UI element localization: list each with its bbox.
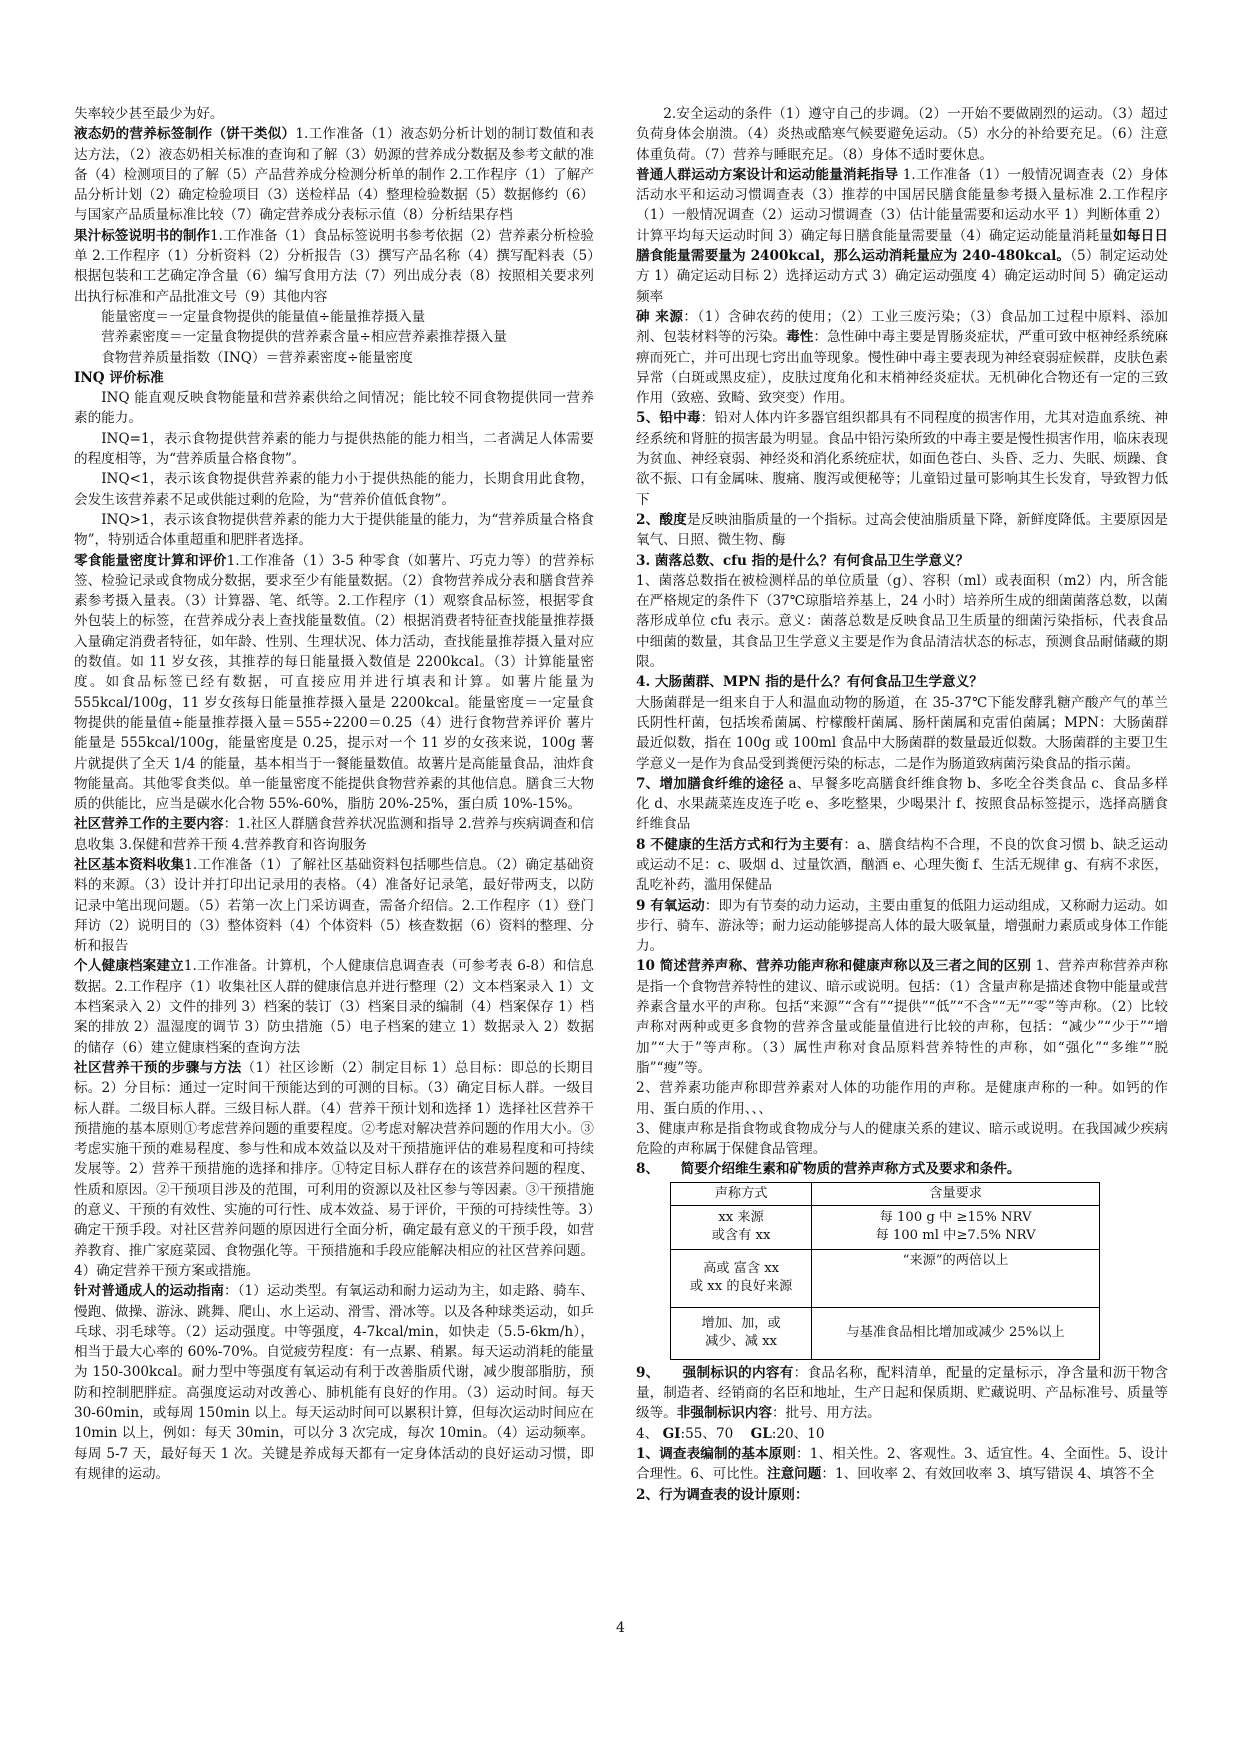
nutrient-claim-table [670,1182,1100,1360]
formula-inq: 食物营养质量指数（INQ）＝营养素密度÷能量密度 [101,349,413,366]
section-heading: 社区营养工作的主要内容 [74,816,224,833]
paragraph-mpn: 大肠菌群是一组来自于人和温血动物的肠道，在 35-37℃下能发酵乳糖产酸产气的革兰氏阴性杆菌，包括埃希菌属、柠檬酸杆菌属、肠杆菌属和克雷伯菌属；MPN：大肠菌群最近似数，指在 100g 或 100ml 食品中大肠菌群的数量最近似数。大肠菌群的主要卫生学意义一是作为食品受到粪便污染的标志，二是作为肠道致病菌污染食品的指示菌。 [636,694,1168,772]
paragraph-community-data: 社区基本资料收集1.工作准备（1）了解社区基础资料包括哪些信息。（2）确定基础资料的来源。（3）设计并打印出记录用的表格。（4）准备好记录笔，最好带两支，以防记录中笔出现问题。（5）若第一次上门采访调查，需备介绍信。2.工作程序（1）登门拜访（2）说明目的（3）整体资料（4）个体资料（5）核查数据（6）资料的整理、分析和报告 [74,856,595,955]
paragraph-function-claim: 2、营养素功能声称即营养素对人体的功能作用的声称。是健康声称的一种。如钙的作用、蛋白质的作用、、、 [636,1080,1168,1117]
paragraph-fiber: 7、增加膳食纤维的途径 a、早餐多吃高膳食纤维食物 b、多吃全谷类食品 c、食品多样化 d、水果蔬菜连皮连子吃 e、多吃整果，少喝果汁 f、按照食品标签提示，选择高膳食纤维食品 [636,775,1168,833]
section-heading: 社区基本资料收集 [74,856,185,873]
question-heading-mpn: 4. 大肠菌群、MPN 指的是什么？有何食品卫生学意义？ [636,674,983,691]
paragraph-lead: 5、铅中毒：铅对人体内许多器官组织都具有不同程度的损害作用，尤其对造血系统、神经系统和肾脏的损害最为明显。食品中铅污染所致的中毒主要是慢性损害作用，临床表现为贫血、神经衰弱、神经炎和消化系统症状，如面色苍白、头昏、乏力、失眠、烦躁、食欲不振、口有金属味、腹痛、腹泻或便秘等；儿童铅过量可影响其生长发育，导致智力低下 [636,410,1168,508]
table-header-cell: 含量要求 [812,1182,1100,1205]
table-cell: “来源”的两倍以上 [812,1249,1100,1307]
section-heading: 强制标识的内容有 [682,1364,794,1381]
section-heading: 1、调查表编制的基本原则 [636,1445,797,1462]
question-heading-cfu: 3. 菌落总数、cfu 指的是什么？有何食品卫生学意义？ [636,552,970,569]
left-column [74,104,594,1484]
table-cell: 与基准食品相比增加或减少 25%以上 [812,1307,1100,1359]
paragraph-health-record: 个人健康档案建立1.工作准备。计算机，个人健康信息调查表（可参考表 6-8）和信息数据。2.工作程序（1）收集社区人群的健康信息并进行整理（2）文本档案录入 1）文本档案录入 2）文件的排列 3）档案的装订（3）档案目录的编制（4）档案保存 1）档案的排放 2）温湿度的调节 3）防虫措施（5）电子档案的建立 1）数据录入 2）数据的储存（6）建立健康档案的查询方法 [74,958,594,1056]
section-heading: 砷 来源 [636,308,684,325]
paragraph-inq-3: INQ<1，表示该食物提供营养素的能力小于提供热能的能力，长期食用此食物，会发生该营养素不足或供能过剩的危险，为“营养价值低食物”。 [74,471,594,508]
section-heading: 社区营养干预的步骤与方法 [74,1059,242,1076]
paragraph-claims: 10 简述营养声称、营养功能声称和健康声称以及三者之间的区别 1、营养声称营养声称是指一个食物营养特性的建议、暗示或说明。包括：（1）含量声称是描述食物中能量或营养素含量水平的声称。包括“来源”“含有”“提供”“低”“不含”“无”“零”等声称。（2）比较声称对两种或更多食物的营养含量或能量值进行比较的声称，包括：“减少”“少于”“增加”“大于”等声称。（3）属性声称对食品原料营养特性的声称，如“强化”“多维”“脱脂”“瘦”等。 [636,958,1169,1076]
section-heading: 7、增加膳食纤维的途径 [636,775,784,792]
table-row [671,1205,1100,1249]
section-heading: 液态奶的营养标签制作（饼干类似） [74,126,296,143]
section-heading: 零食能量密度计算和评价 [74,552,227,569]
paragraph-exercise-guide: 针对普通成人的运动指南：（1）运动类型。有氧运动和耐力运动为主，如走路、骑车、慢跑、做操、游泳、跳舞、爬山、水上运动、滑雪、滑冰等。以及各种球类运动，如乒乓球、羽毛球等。（2）运动强度。中等强度，4-7kcal/min，如快走（5.5-6km/h），相当于最大心率的 60%-70%。自觉疲劳程度：有一点累、稍累。每天运动消耗的能量为 150-300kcal。耐力型中等强度有氧运动有利于改善脂质代谢，减少腹部脂肪，预防和控制肥胖症。高强度运动对改善心、肺机能有良好的作用。（3）运动时间。每天 30-60min，或每周 150min 以上。每天运动时间可以累积计算，但每次运动时间应在 10min 以上，例如：每天 30min，可以分 3 次完成，每次 10min。（4）运动频率。每周 5-7 天，最好每天 1 次。关键是养成每天都有一定身体活动的良好运动习惯，即有规律的运动。 [74,1283,594,1482]
paragraph-unhealthy: 8 不健康的生活方式和行为主要有：a、膳食结构不合理，不良的饮食习惯 b、缺乏运动或运动不足：c、吸烟 d、过量饮酒，酗酒 e、心理失衡 f、生活无规律 g、有病不求医，乱吃补药，滥用保健品 [636,836,1168,894]
section-heading: 9 有氧运动 [636,897,705,914]
paragraph-cfu: 1、菌落总数指在被检测样品的单位质量（g）、容积（ml）或表面积（m2）内，所含能在严格规定的条件下（37℃琼脂培养基上，24 小时）培养所生成的细菌菌落总数，以菌落形成单位 cfu 表示。意义：菌落总数是反映食品卫生质量的细菌污染指标，代表食品中细菌的数量，其食品卫生学意义主要是作为食品清洁状态的标志，预测食品耐储藏的期限。 [636,572,1168,671]
formula-energy-density: 能量密度＝一定量食物提供的能量值÷能量推荐摄入量 [101,308,426,325]
table-cell: 高或 富含 xx 或 xx 的良好来源 [671,1249,812,1307]
inq-heading: INQ 评价标准 [74,369,164,386]
paragraph-health-claim: 3、健康声称是指食物或食物成分与人的健康关系的建议、暗示或说明。在我国减少疾病危险的声称属于保健食品管理。 [636,1120,1168,1158]
paragraph-behavior-survey: 2、行为调查表的设计原则： [636,1486,809,1503]
section-heading: 8 不健康的生活方式和行为主要有 [636,836,844,853]
paragraph-juice-label: 果汁标签说明书的制作1.工作准备（1）食品标签说明书参考依据（2）营养素分析检验单 2.工作程序（1）分析资料（2）分析报告（3）撰写产品名称（4）撰写配料表（5）根据包装和工艺确定净含量（6）编写食用方法（7）列出成分表（8）按照相关要求列出执行标准和产品批准文号（9）其他内容 [74,227,594,305]
paragraph-exercise-plan: 普通人群运动方案设计和运动能量消耗指导 1.工作准备（1）一般情况调查表（2）身体活动水平和运动习惯调查表（3）推荐的中国居民膳食能量参考摄入量标准 2.工作程序（1）一般情况调查（2）运动习惯调查（3）估计能量需要和运动水平 1）判断体重 2）计算平均每天运动时间 3）确定每日膳食能量需要量（4）确定运动能量消耗量如每日日膳食能量需要量为 2400kcal，那么运动消耗量应为 240-480kcal。（5）制定运动处方 1）确定运动目标 2）选择运动方式 3）确定运动强度 4）确定运动时间 5）确定运动频率 [636,166,1169,305]
page-number: 4 [616,1620,625,1636]
formula-nutrient-density: 营养素密度＝一定量食物提供的营养素含量÷相应营养素推荐摄入量 [101,329,507,346]
table-cell: 增加、加，或 减少、减 xx [671,1307,812,1359]
table-cell: xx 来源 或含有 xx [671,1205,812,1249]
section-heading: 针对普通成人的运动指南 [74,1283,224,1300]
paragraph-liquid-milk-label: 液态奶的营养标签制作（饼干类似）1.工作准备（1）液态奶分析计划的制订数值和表达方法，（2）液态奶相关标准的查询和了解（3）奶源的营养成分数据及参考文献的准备（4）检测项目的了解（5）产品营养成分检测分析单的制作 2.工作程序（1）了解产品分析计划（2）确定检验项目（3）送检样品（4）整理检验数据（5）数据修约（6）与国家产品质量标准比较（7）确定营养成分表标示值（8）分析结果存档 [74,126,594,224]
paragraph-snack-energy: 零食能量密度计算和评价1.工作准备（1）3-5 种零食（如薯片、巧克力等）的营养标签、检验记录或食物成分数据，要求至少有能量数据。（2）食物营养成分表和膳食营养素参考摄入量表。（3）计算器、笔、纸等。2.工作程序（1）观察食品标签，根据零食外包装上的标签，在营养成分表上查找能量数值。（2）根据消费者特征查找能量推荐摄入量确定消费者特征，如年龄、性别、生理状况、体力活动，查找能量推荐摄入量对应的数值。如 11 岁女孩，其推荐的每日能量摄入数值是 2200kcal。（3）计算能量密度。如食品标签已经有数据，可直接应用并进行填表和计算。如薯片能量为 555kcal/100g，11 岁女孩每日能量推荐摄入量是 2200kcal。能量密度＝一定量食物提供的能量值÷能量推荐摄入量＝555÷2200＝0.25（4）进行食物营养评价 薯片能量是 555kcal/100g，能量密度是 0.25，提示对一个 11 岁的女孩来说，100g 薯片就提供了全天 1/4 的能量，基本相当于一餐能量数值。故薯片是高能量食品，油炸食物能量高。其他零食类似。单一能量密度不能提供食物营养素的其他信息。膳食三大物质的供能比，应当是碳水化合物 55%-60%，脂肪 20%-25%，蛋白质 10%-15%。 [74,552,594,813]
section-heading: 10 简述营养声称、营养功能声称和健康声称以及三者之间的区别 [636,958,1032,975]
section-heading: 普通人群运动方案设计和运动能量消耗指导 [636,166,899,183]
paragraph: 失率较少甚至最少为好。 [74,106,224,122]
paragraph-aerobic: 9 有氧运动：即为有节奏的动力运动，主要由重复的低阻力运动组成，又称耐力运动。如步行、骑车、游泳等；耐力运动能够提高人体的最大吸氧量，增强耐力素质或身体工作能力。 [636,897,1168,955]
paragraph-safe-exercise: 2.安全运动的条件（1）遵守自己的步调。（2）一开始不要做剧烈的运动。（3）超过负荷身体会崩溃。（4）炎热或酷寒气候要避免运动。（5）水分的补给要充足。（6）注意体重负荷。（7）营养与睡眠充足。（8）身体不适时要休息。 [636,106,1168,163]
paragraph-inq-4: INQ>1，表示该食物提供营养素的能力大于提供能量的能力，为“营养质量合格食物”，特别适合体重超重和肥胖者选择。 [74,511,594,549]
table-heading: 8、 简要介绍维生素和矿物质的营养声称方式及要求和条件。 [636,1161,1021,1178]
paragraph-gi-gl: 4、 GI:55、70 GL:20、10 [636,1425,825,1442]
right-column [636,104,1168,1505]
paragraph-community-intervention: 社区营养干预的步骤与方法（1）社区诊断（2）制定目标 1）总目标：即总的长期目标。2）分目标：通过一定时间干预能达到的可测的目标。（3）确定目标人群。一级目标人群。二级目标人群。三级目标人群。（4）营养干预计划和选择 1）选择社区营养干预措施的基本原则①考虑营养问题的重要程度。②考虑对解决营养问题的作用大小。③考虑实施干预的难易程度、参与性和成本效益以及对干预措施评估的难易程度和可持续发展等。2）营养干预措施的选择和排序。①特定目标人群存在的该营养问题的程度、性质和原因。②干预项目涉及的范围，可利用的资源以及社区参与等因素。③干预措施的意义、干预的有效性、实施的可行性、成本效益、易于评价，干预的可持续性等。3）确定干预手段。对社区营养问题的原因进行全面分析，确定最有意义的干预手段，如营养教育、推广家庭菜园、食物强化等。干预措施和手段应能解决相应的社区营养问题。4）确定营养干预方案或措施。 [74,1059,594,1279]
paragraph-inq-2: INQ=1，表示食物提供营养素的能力与提供热能的能力相当，二者满足人体需要的程度相等，为“营养质量合格食物”。 [74,430,594,468]
paragraph-acidity: 2、酸度是反映油脂质量的一个指标。过高会使油脂质量下降，新鲜度降低。主要原因是氧气、日照、微生物、酶 [636,511,1168,549]
section-heading: 个人健康档案建立 [74,958,184,975]
paragraph-arsenic: 砷 来源：（1）含砷农药的使用；（2）工业三废污染；（3）食品加工过程中原料、添加剂、包装材料等的污染。毒性：急性砷中毒主要是胃肠炎症状，严重可致中枢神经系统麻痹而死亡，并可出现七窍出血等现象。慢性砷中毒主要表现为神经衰弱症候群，皮肤色素异常（白斑或黑皮症），皮肤过度角化和末梢神经炎症状。无机砷化合物还有一定的三致作用（致癌、致畸、致突变）作用。 [636,308,1169,407]
paragraph-inq-1: INQ 能直观反映食物能量和营养素供给之间情况；能比较不同食物提供同一营养素的能力。 [74,390,594,427]
table-row [671,1307,1100,1359]
paragraph-mandatory-label: 9、 强制标识的内容有：食品名称，配料清单，配量的定量标示，净含量和沥干物含量，制造者、经销商的名臣和地址，生产日起和保质期、贮藏说明、产品标准号、质量等级等。非强制标识内容：批号、用方法。 [636,1364,1169,1422]
table-header-row [671,1182,1100,1205]
table-cell: 每 100 g 中 ≥15% NRV 每 100 ml 中≥7.5% NRV [812,1205,1100,1249]
paragraph-survey-principles: 1、调查表编制的基本原则：1、相关性。2、客观性。3、适宜性。4、全面性。5、设计合理性。6、可比性。注意问题：1、回收率 2、有效回收率 3、填写错误 4、填答不全 [636,1445,1168,1483]
section-heading: 5、铅中毒 [636,410,701,427]
section-heading: 果汁标签说明书的制作 [74,227,211,244]
paragraph-community-work: 社区营养工作的主要内容：1.社区人群膳食营养状况监测和指导 2.营养与疾病调查和信息收集 3.保健和营养干预 4.营养教育和咨询服务 [74,816,594,853]
table-row [671,1249,1100,1307]
table-header-cell: 声称方式 [671,1182,812,1205]
section-heading: 2、酸度 [636,511,687,528]
